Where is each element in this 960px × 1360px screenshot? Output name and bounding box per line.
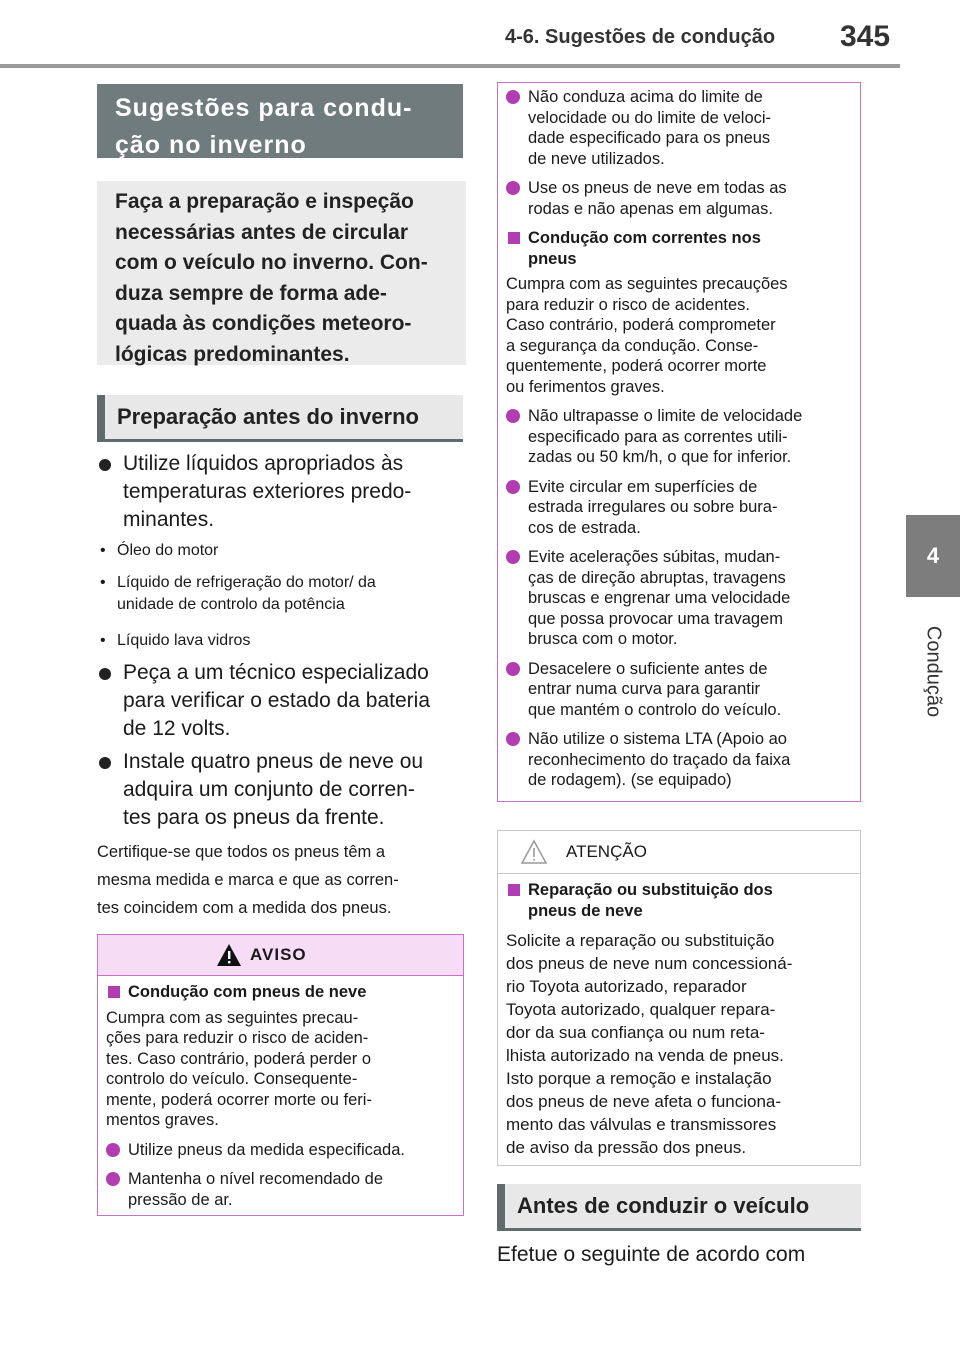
atencao-header bbox=[498, 831, 860, 874]
atencao-label: ATENÇÃO bbox=[566, 842, 647, 861]
bullet-line: tes para os pneus da frente. bbox=[123, 806, 385, 829]
point-line: especificado para as correntes utili- bbox=[528, 427, 788, 446]
round-bullet-icon bbox=[506, 90, 520, 104]
sub-list-item bbox=[97, 630, 467, 652]
sub-item-line: Líquido de refrigeração do motor/ da bbox=[117, 574, 376, 591]
subsection-heading: Preparação antes do inverno bbox=[97, 395, 463, 439]
body-line: a segurança da condução. Conse- bbox=[506, 336, 759, 355]
round-bullet-icon bbox=[106, 1172, 120, 1186]
body-line: Caso contrário, poderá comprometer bbox=[506, 316, 776, 334]
round-bullet-icon bbox=[506, 550, 520, 564]
header-rule bbox=[0, 64, 900, 68]
warning-outline-icon bbox=[520, 839, 548, 870]
point-line: dade especificado para os pneus bbox=[528, 129, 771, 147]
note-paragraph bbox=[97, 838, 467, 922]
body-line: mente, poderá ocorrer morte ou feri- bbox=[106, 1090, 372, 1109]
bullet-dot-icon bbox=[99, 757, 111, 769]
body-line: para reduzir o risco de acidentes. bbox=[506, 295, 750, 314]
point-line: zadas ou 50 km/h, o que for inferior. bbox=[528, 448, 792, 466]
aviso-box bbox=[97, 934, 464, 1216]
body-line: dos pneus de neve afeta o funciona- bbox=[506, 1092, 782, 1111]
body-line: quentemente, poderá ocorrer morte bbox=[506, 357, 767, 375]
running-header: 4-6. Sugestões de condução bbox=[505, 26, 776, 48]
square-bullet-icon bbox=[108, 986, 120, 998]
caution-point bbox=[506, 659, 852, 721]
body-line: Toyota autorizado, qualquer repara- bbox=[506, 1000, 776, 1019]
sub-item-line: Líquido lava vidros bbox=[117, 632, 251, 649]
atencao-subheading bbox=[506, 880, 852, 921]
subsection-heading: Antes de conduzir o veículo bbox=[497, 1184, 861, 1228]
body-line: ções para reduzir o risco de aciden- bbox=[106, 1029, 369, 1047]
subheading-line: pneus bbox=[528, 249, 577, 268]
square-bullet-icon bbox=[508, 884, 520, 896]
body-line: mento das válvulas e transmissores bbox=[506, 1115, 777, 1134]
round-bullet-icon bbox=[506, 662, 520, 676]
point-line: reconhecimento do traçado da faixa bbox=[528, 750, 791, 769]
point-line: que mantém o controlo do veículo. bbox=[528, 700, 782, 719]
body-line: ou ferimentos graves. bbox=[506, 377, 665, 396]
round-bullet-icon bbox=[106, 1143, 120, 1157]
round-bullet-icon bbox=[506, 181, 520, 195]
point-line: Mantenha o nível recomendado de bbox=[128, 1170, 384, 1188]
point-line: Desacelere o suficiente antes de bbox=[528, 659, 768, 678]
body-text: Efetue o seguinte de acordo com bbox=[497, 1243, 806, 1266]
body-line: Cumpra com as seguintes precauções bbox=[506, 275, 788, 293]
subheading-line: Reparação ou substituição dos bbox=[528, 881, 773, 899]
aviso-point bbox=[106, 1169, 455, 1210]
point-line: estrada irregulares ou sobre bura- bbox=[528, 498, 778, 516]
bullet-item bbox=[97, 450, 467, 534]
sub-bullet-icon: • bbox=[100, 542, 106, 559]
intro-line: com o veículo no inverno. Con- bbox=[115, 251, 428, 274]
caution-body bbox=[506, 274, 852, 397]
aviso-continued-box bbox=[497, 82, 861, 802]
sub-bullet-icon: • bbox=[100, 632, 106, 649]
sub-list-item bbox=[97, 572, 467, 616]
body-line: Solicite a reparação ou substituição bbox=[506, 931, 775, 950]
subheading-text: Condução com pneus de neve bbox=[128, 983, 367, 1001]
point-line: Não ultrapasse o limite de velocidade bbox=[528, 407, 803, 425]
point-line: de rodagem). (se equipado) bbox=[528, 771, 732, 789]
atencao-body bbox=[506, 929, 852, 1159]
body-line: Isto porque a remoção e instalação bbox=[506, 1069, 772, 1088]
intro-line: duza sempre de forma ade- bbox=[115, 281, 387, 305]
body-line: mentos graves. bbox=[106, 1111, 219, 1129]
body-line: rio Toyota autorizado, reparador bbox=[506, 977, 747, 996]
body-line: lhista autorizado na venda de pneus. bbox=[506, 1046, 784, 1065]
point-line: Não conduza acima do limite de bbox=[528, 88, 763, 106]
point-line: Utilize pneus da medida especificada. bbox=[128, 1140, 405, 1159]
point-line: Use os pneus de neve em todas as bbox=[528, 179, 787, 197]
point-line: entrar numa curva para garantir bbox=[528, 680, 761, 698]
bullet-line: Instale quatro pneus de neve ou bbox=[123, 750, 424, 773]
bullet-line: de 12 volts. bbox=[123, 717, 231, 740]
point-line: bruscas e engrenar uma velocidade bbox=[528, 589, 791, 607]
bullet-item bbox=[97, 659, 467, 743]
paragraph-line: mesma medida e marca e que as corren- bbox=[97, 871, 399, 889]
point-line: pressão de ar. bbox=[128, 1190, 233, 1209]
bullet-line: adquira um conjunto de corren- bbox=[123, 778, 415, 801]
bullet-line: Utilize líquidos apropriados às bbox=[123, 452, 404, 475]
sub-item-line: unidade de controlo da potência bbox=[117, 596, 345, 613]
paragraph-line: tes coincidem com a medida dos pneus. bbox=[97, 899, 392, 917]
point-line: brusca com o motor. bbox=[528, 630, 678, 648]
subheading-line: pneus de neve bbox=[528, 901, 643, 920]
intro-box bbox=[97, 181, 466, 365]
section-title-line: ção no inverno bbox=[115, 131, 307, 159]
point-line: velocidade ou do limite de veloci- bbox=[528, 108, 772, 127]
caution-point bbox=[506, 87, 852, 169]
point-line: Evite acelerações súbitas, mudan- bbox=[528, 548, 781, 566]
aviso-label: AVISO bbox=[250, 945, 307, 964]
bullet-dot-icon bbox=[99, 459, 111, 471]
bullet-line: minantes. bbox=[123, 508, 215, 531]
caution-point bbox=[506, 729, 852, 791]
sub-bullet-icon: • bbox=[100, 574, 106, 591]
chapter-tab: 4 bbox=[906, 515, 960, 597]
warning-triangle-icon bbox=[216, 943, 242, 972]
section-title-line: Sugestões para condu- bbox=[115, 94, 413, 122]
point-line: Evite circular em superfícies de bbox=[528, 477, 758, 496]
caution-point bbox=[506, 477, 852, 539]
intro-line: quada às condições meteoro- bbox=[115, 312, 412, 335]
point-line: de neve utilizados. bbox=[528, 149, 665, 168]
body-line: dor da sua confiança ou num reta- bbox=[506, 1023, 765, 1042]
sub-list-item bbox=[97, 540, 467, 562]
page-number: 345 bbox=[840, 20, 891, 53]
atencao-box bbox=[497, 830, 861, 1166]
body-line: dos pneus de neve num concessioná- bbox=[506, 954, 793, 973]
body-line: de aviso da pressão dos pneus. bbox=[506, 1138, 747, 1157]
chapter-label: Condução bbox=[922, 625, 945, 718]
caution-subheading bbox=[506, 228, 852, 269]
intro-line: lógicas predominantes. bbox=[115, 342, 350, 366]
point-line: ças de direção abruptas, travagens bbox=[528, 568, 786, 587]
body-line: Cumpra com as seguintes precau- bbox=[106, 1008, 359, 1027]
body-line: tes. Caso contrário, poderá perder o bbox=[106, 1049, 372, 1068]
bullet-item bbox=[97, 748, 467, 832]
caution-point bbox=[506, 547, 852, 650]
round-bullet-icon bbox=[506, 732, 520, 746]
point-line: cos de estrada. bbox=[528, 518, 641, 537]
caution-point bbox=[506, 178, 852, 219]
section-title bbox=[97, 84, 463, 158]
point-line: que possa provocar uma travagem bbox=[528, 609, 783, 628]
point-line: rodas e não apenas em algumas. bbox=[528, 199, 773, 218]
aviso-point bbox=[106, 1140, 455, 1161]
bullet-dot-icon bbox=[99, 668, 111, 680]
subheading-line: Condução com correntes nos bbox=[528, 229, 761, 247]
sub-item-line: Óleo do motor bbox=[117, 542, 219, 559]
round-bullet-icon bbox=[506, 409, 520, 423]
square-bullet-icon bbox=[508, 232, 520, 244]
caution-point bbox=[506, 406, 852, 468]
bullet-line: para verificar o estado da bateria bbox=[123, 689, 431, 712]
point-line: Não utilize o sistema LTA (Apoio ao bbox=[528, 730, 787, 748]
body-line: controlo do veículo. Consequente- bbox=[106, 1070, 358, 1088]
aviso-subheading bbox=[106, 982, 455, 1003]
round-bullet-icon bbox=[506, 480, 520, 494]
aviso-header bbox=[98, 935, 463, 976]
aviso-body bbox=[106, 1008, 455, 1131]
paragraph-line: Certifique-se que todos os pneus têm a bbox=[97, 843, 386, 861]
bullet-line: Peça a um técnico especializado bbox=[123, 661, 429, 684]
bullet-line: temperaturas exteriores predo- bbox=[123, 480, 412, 503]
intro-line: Faça a preparação e inspeção bbox=[115, 190, 414, 213]
intro-line: necessárias antes de circular bbox=[115, 220, 409, 244]
